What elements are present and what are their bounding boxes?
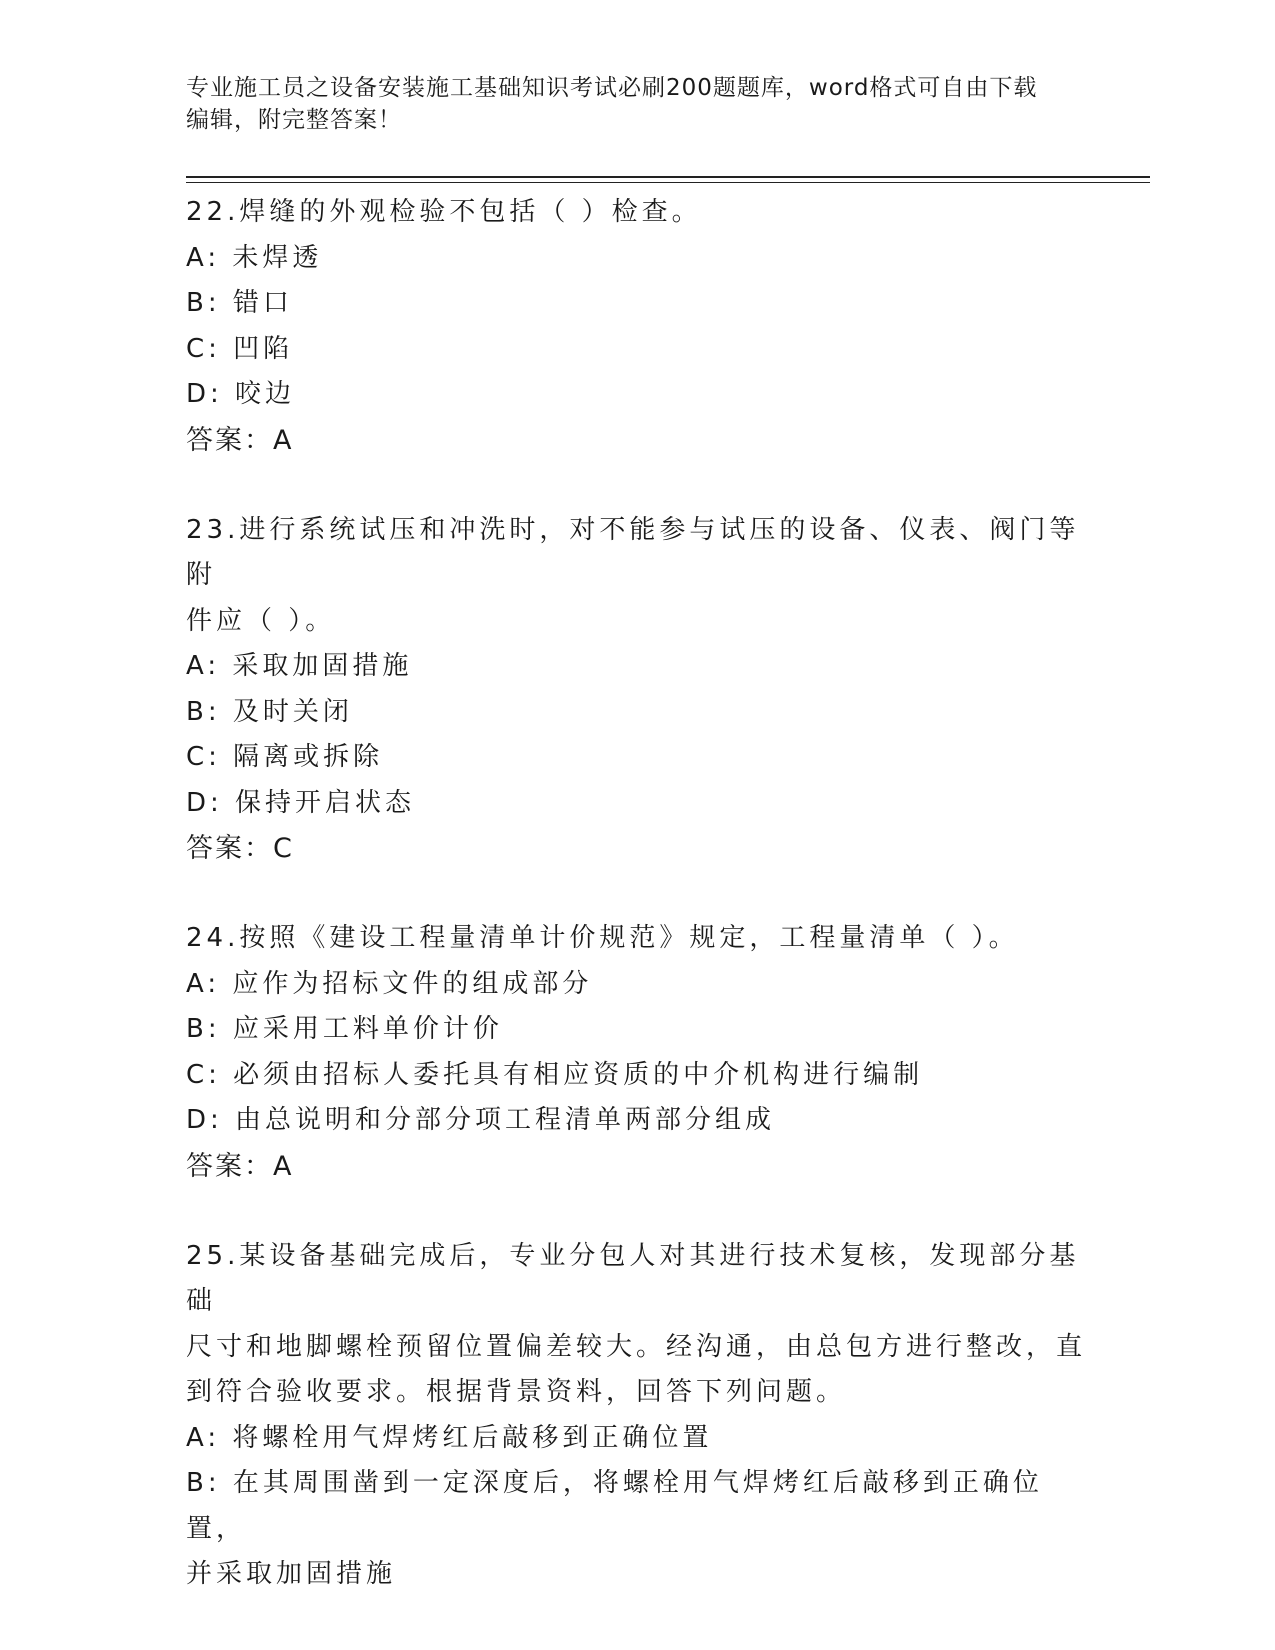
option-b: B: 及时关闭 (186, 696, 353, 727)
option-b-continued: 并采取加固措施 (186, 1559, 397, 1589)
question-25 (186, 1234, 1086, 1598)
option-a: A: 采取加固措施 (186, 651, 413, 681)
question-stem: 24.按照《建设工程量清单计价规范》规定，工程量清单（ ）。 (186, 923, 1019, 953)
header-line-2: 编辑，附完整答案！ (186, 107, 402, 133)
document-header (186, 72, 1086, 136)
question-stem-continued: 件应（ ）。 (186, 605, 336, 636)
question-stem: 23.进行系统试压和冲洗时，对不能参与试压的设备、仪表、阀门等附 (186, 514, 1080, 590)
question-23 (186, 508, 1086, 873)
question-list (186, 190, 1086, 1642)
option-c: C: 隔离或拆除 (186, 742, 384, 772)
question-stem-continued: 尺寸和地脚螺栓预留位置偏差较大。经沟通，由总包方进行整改，直 (186, 1331, 1087, 1362)
option-a: A: 将螺栓用气焊烤红后敲移到正确位置 (186, 1422, 713, 1453)
answer: 答案：A (186, 1150, 294, 1182)
header-divider-thin (186, 182, 1150, 183)
option-a: A: 未焊透 (186, 242, 323, 273)
option-d: D: 保持开启状态 (186, 787, 416, 818)
question-stem-continued: 到符合验收要求。根据背景资料，回答下列问题。 (186, 1377, 847, 1407)
option-b: B: 错口 (186, 288, 293, 318)
question-24 (186, 916, 1086, 1190)
option-d: D: 咬边 (186, 379, 296, 409)
option-c: C: 必须由招标人委托具有相应资质的中介机构进行编制 (186, 1059, 924, 1090)
option-d: D: 由总说明和分部分项工程清单两部分组成 (186, 1105, 776, 1135)
option-c: C: 凹陷 (186, 333, 294, 364)
question-stem: 25.某设备基础完成后，专业分包人对其进行技术复核，发现部分基础 (186, 1240, 1080, 1316)
question-22 (186, 190, 1086, 464)
question-stem: 22.焊缝的外观检验不包括（ ）检查。 (186, 197, 702, 227)
header-divider-thick (186, 176, 1150, 178)
option-b: B: 应采用工料单价计价 (186, 1014, 503, 1044)
header-line-1: 专业施工员之设备安装施工基础知识考试必刷200题题库，word格式可自由下载 (186, 75, 1038, 101)
option-a: A: 应作为招标文件的组成部分 (186, 968, 593, 999)
option-b: B: 在其周围凿到一定深度后，将螺栓用气焊烤红后敲移到正确位置， (186, 1468, 1043, 1544)
answer: 答案：C (186, 833, 294, 864)
answer: 答案：A (186, 424, 294, 456)
